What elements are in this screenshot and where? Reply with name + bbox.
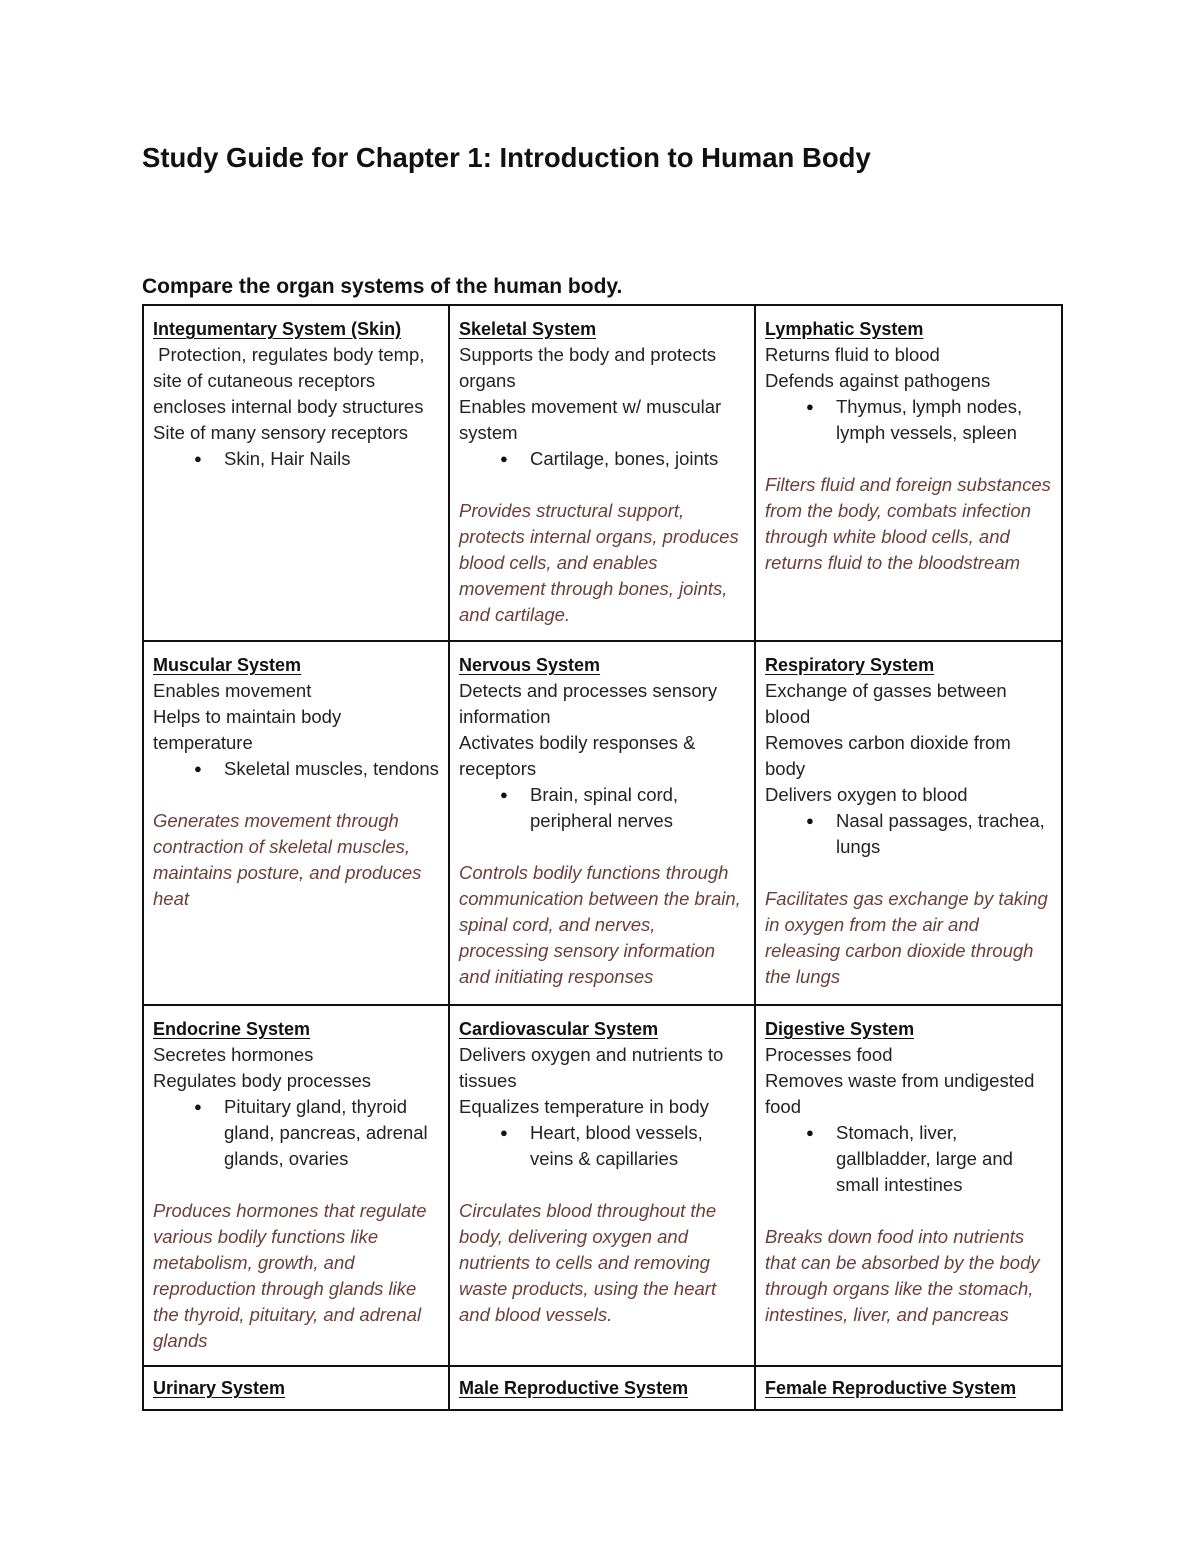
system-title: Male Reproductive System bbox=[459, 1378, 689, 1398]
system-parts-list bbox=[459, 446, 746, 472]
system-title: Respiratory System bbox=[765, 655, 935, 675]
system-line: Enables movement w/ muscular system bbox=[459, 396, 722, 443]
system-cell-female-reproductive bbox=[755, 1366, 1062, 1410]
system-title: Digestive System bbox=[765, 1019, 915, 1039]
system-summary: Facilitates gas exchange by taking in oxygen from the air and releasing carbon dioxide through the lungs bbox=[765, 888, 1048, 987]
system-cell-respiratory bbox=[755, 641, 1062, 1005]
table-row bbox=[143, 305, 1062, 641]
system-title: Urinary System bbox=[153, 1378, 286, 1398]
system-title: Cardiovascular System bbox=[459, 1019, 659, 1039]
system-title: Nervous System bbox=[459, 655, 601, 675]
system-cell-cardiovascular bbox=[449, 1005, 755, 1366]
system-line: Secretes hormones bbox=[153, 1044, 314, 1065]
system-line: Returns fluid to blood bbox=[765, 344, 940, 365]
system-parts-list bbox=[765, 394, 1053, 446]
table-row bbox=[143, 641, 1062, 1005]
system-title: Endocrine System bbox=[153, 1019, 311, 1039]
system-summary: Filters fluid and foreign substances from the body, combats infection through white blood cells, and returns fluid to the bloodstream bbox=[765, 474, 1051, 573]
organ-systems-table bbox=[142, 304, 1063, 1411]
system-line: Regulates body processes bbox=[153, 1070, 372, 1091]
system-cell-endocrine bbox=[143, 1005, 449, 1366]
system-line: Site of many sensory receptors bbox=[153, 422, 408, 443]
system-cell-nervous bbox=[449, 641, 755, 1005]
system-line: Delivers oxygen and nutrients to tissues bbox=[459, 1044, 724, 1091]
system-parts-list bbox=[765, 808, 1053, 860]
system-cell-muscular bbox=[143, 641, 449, 1005]
section-heading: Compare the organ systems of the human body. bbox=[142, 275, 623, 298]
table-row bbox=[143, 1366, 1062, 1410]
system-line: encloses internal body structures bbox=[153, 396, 424, 417]
system-summary: Generates movement through contraction of skeletal muscles, maintains posture, and produces heat bbox=[153, 810, 422, 909]
system-line: Equalizes temperature in body bbox=[459, 1096, 709, 1117]
system-parts-list bbox=[153, 446, 440, 472]
system-title: Lymphatic System bbox=[765, 319, 924, 339]
system-line: Delivers oxygen to blood bbox=[765, 784, 968, 805]
system-parts: ● Skeletal muscles, tendons bbox=[224, 756, 440, 782]
system-summary: Circulates blood throughout the body, delivering oxygen and nutrients to cells and removing waste products, using the heart and blood vessels. bbox=[459, 1200, 717, 1325]
system-line: Supports the body and protects organs bbox=[459, 344, 717, 391]
system-parts-list bbox=[459, 782, 746, 834]
system-line: Helps to maintain body temperature bbox=[153, 706, 342, 753]
system-parts-list bbox=[153, 756, 440, 782]
system-cell-urinary bbox=[143, 1366, 449, 1410]
system-cell-digestive bbox=[755, 1005, 1062, 1366]
system-line: Detects and processes sensory information bbox=[459, 680, 718, 727]
system-parts: ● Stomach, liver, gallbladder, large and small intestines bbox=[836, 1120, 1053, 1198]
system-summary: Breaks down food into nutrients that can be absorbed by the body through organs like the stomach, intestines, liver, and pancreas bbox=[765, 1226, 1040, 1325]
system-line: Removes carbon dioxide from body bbox=[765, 732, 1011, 779]
system-line: Defends against pathogens bbox=[765, 370, 991, 391]
system-summary: Provides structural support, protects internal organs, produces blood cells, and enables movement through bones, joints, and cartilage. bbox=[459, 500, 739, 625]
system-parts: ● Brain, spinal cord, peripheral nerves bbox=[530, 782, 746, 834]
system-parts: ● Pituitary gland, thyroid gland, pancreas, adrenal glands, ovaries bbox=[224, 1094, 440, 1172]
system-title: Female Reproductive System bbox=[765, 1378, 1017, 1398]
system-title: Integumentary System (Skin) bbox=[153, 319, 402, 339]
system-parts: ● Thymus, lymph nodes, lymph vessels, spleen bbox=[836, 394, 1053, 446]
system-parts: ● Nasal passages, trachea, lungs bbox=[836, 808, 1053, 860]
system-parts-list bbox=[153, 1094, 440, 1172]
system-summary: Controls bodily functions through communication between the brain, spinal cord, and nerves, processing sensory information and initiating responses bbox=[459, 862, 741, 987]
system-line: Removes waste from undigested food bbox=[765, 1070, 1035, 1117]
system-parts: ● Heart, blood vessels, veins & capillaries bbox=[530, 1120, 746, 1172]
system-title: Muscular System bbox=[153, 655, 302, 675]
system-line: Enables movement bbox=[153, 680, 312, 701]
system-title: Skeletal System bbox=[459, 319, 597, 339]
system-parts: ● Skin, Hair Nails bbox=[224, 446, 440, 472]
system-cell-male-reproductive bbox=[449, 1366, 755, 1410]
system-cell-integumentary bbox=[143, 305, 449, 641]
system-parts-list bbox=[459, 1120, 746, 1172]
system-summary: Produces hormones that regulate various bodily functions like metabolism, growth, and reproduction through glands like the thyroid, pituitary, and adrenal glands bbox=[153, 1200, 427, 1351]
table-row bbox=[143, 1005, 1062, 1366]
page-title: Study Guide for Chapter 1: Introduction to Human Body bbox=[142, 142, 871, 173]
system-line: Activates bodily responses & receptors bbox=[459, 732, 696, 779]
system-cell-lymphatic bbox=[755, 305, 1062, 641]
system-cell-skeletal bbox=[449, 305, 755, 641]
system-parts-list bbox=[765, 1120, 1053, 1198]
system-parts: ● Cartilage, bones, joints bbox=[530, 446, 746, 472]
system-line: Exchange of gasses between blood bbox=[765, 680, 1007, 727]
system-line: Protection, regulates body temp, site of cutaneous receptors bbox=[153, 344, 430, 391]
system-line: Processes food bbox=[765, 1044, 893, 1065]
